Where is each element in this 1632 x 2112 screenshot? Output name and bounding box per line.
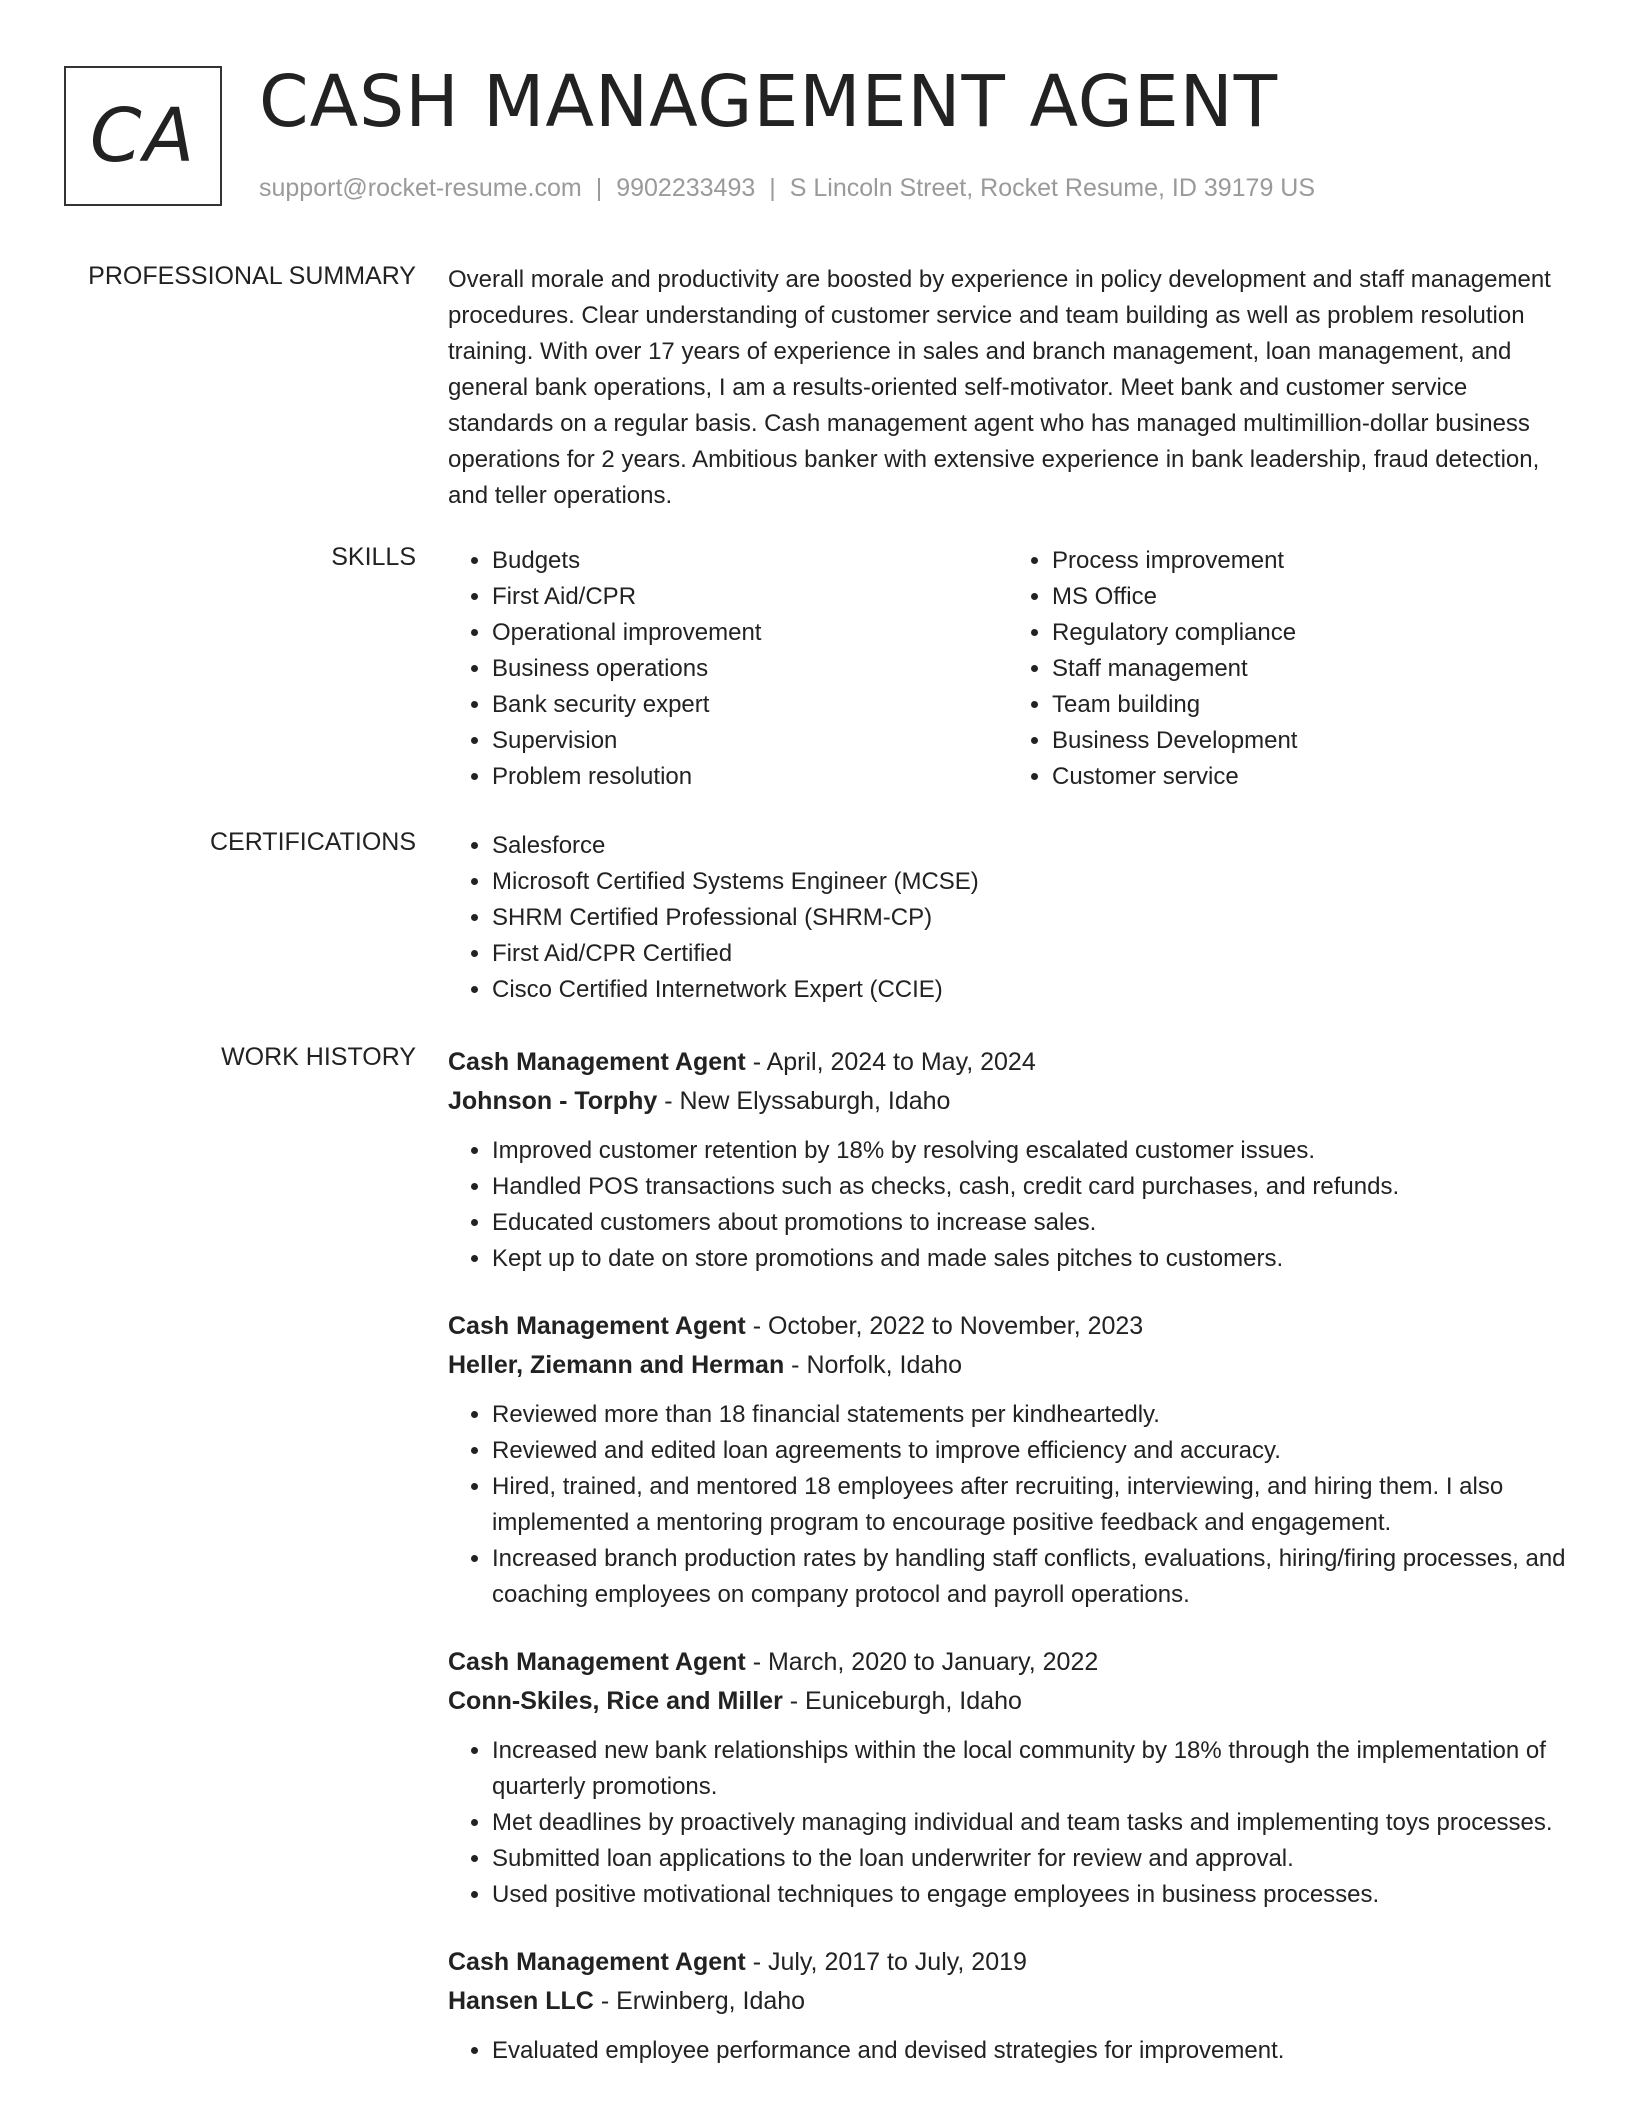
job-role: Cash Management Agent [448, 1048, 746, 1076]
contact-separator: | [769, 174, 776, 202]
job-entry [448, 1943, 1568, 2069]
job-bullet: • Improved customer retention by 18% by resolving escalated customer issues. [492, 1133, 1568, 1169]
job-dates: - April, 2024 to May, 2024 [752, 1048, 1036, 1076]
job-bullet: • Educated customers about promotions to increase sales. [492, 1205, 1568, 1241]
skill-item: • Problem resolution [492, 759, 1008, 795]
certification-item: • SHRM Certified Professional (SHRM-CP) [492, 900, 1568, 936]
skill-item: • Business Development [1052, 723, 1568, 759]
job-bullets [448, 1733, 1568, 1913]
job-dates: - March, 2020 to January, 2022 [752, 1648, 1099, 1676]
job-bullet: • Kept up to date on store promotions and made sales pitches to customers. [492, 1241, 1568, 1277]
job-location: - Euniceburgh, Idaho [789, 1687, 1022, 1715]
skill-item: • Team building [1052, 687, 1568, 723]
certification-item: • First Aid/CPR Certified [492, 936, 1568, 972]
skill-item: • First Aid/CPR [492, 579, 1008, 615]
summary-text: Overall morale and productivity are boosted by experience in policy development and staff management procedures. Clear understanding of customer service and team building as well as problem resolution training. With over 17 years of experience in sales and branch management, loan management, and general bank operations, I am a results-oriented self-motivator. Meet bank and customer service standards on a regular basis. Cash management agent who has managed multimillion-dollar business operations for 2 years. Ambitious banker with extensive experience in bank leadership, fraud detection, and teller operations. [448, 266, 1551, 509]
job-bullet: • Hired, trained, and mentored 18 employees after recruiting, interviewing, and hiring them. I also implemented a mentoring program to encourage positive feedback and engagement. [492, 1469, 1568, 1541]
skill-item: • Business operations [492, 651, 1008, 687]
job-location: - New Elyssaburgh, Idaho [664, 1087, 951, 1115]
skills-list-left [448, 543, 1008, 795]
job-company: Hansen LLC [448, 1987, 594, 2015]
job-location: - Norfolk, Idaho [791, 1351, 963, 1379]
skills-list-right [1008, 543, 1568, 795]
job-role: Cash Management Agent [448, 1648, 746, 1676]
contact-separator: | [595, 174, 603, 202]
job-company: Conn-Skiles, Rice and Miller [448, 1687, 783, 1715]
skill-item: • Regulatory compliance [1052, 615, 1568, 651]
job-bullet: • Reviewed and edited loan agreements to improve efficiency and accuracy. [492, 1433, 1568, 1469]
contact-line [259, 174, 1315, 203]
contact-address: S Lincoln Street, Rocket Resume, ID 39179 US [789, 174, 1316, 202]
job-company: Johnson - Torphy [448, 1087, 658, 1115]
job-entry [448, 1643, 1568, 1913]
job-bullet: • Increased branch production rates by handling staff conflicts, evaluations, hiring/firing processes, and coaching employees on company protocol and payroll operations. [492, 1541, 1568, 1613]
job-bullet: • Handled POS transactions such as checks, cash, credit card purchases, and refunds. [492, 1169, 1568, 1205]
job-dates: - July, 2017 to July, 2019 [752, 1948, 1027, 1976]
contact-phone: 9902233493 [616, 174, 756, 202]
resume-header [64, 60, 1584, 216]
skill-item: • Supervision [492, 723, 1008, 759]
contact-email: support@rocket-resume.com [259, 174, 582, 202]
monogram-badge: CA [64, 66, 222, 206]
skill-item: • Process improvement [1052, 543, 1568, 579]
job-bullet: • Evaluated employee performance and devised strategies for improvement. [492, 2033, 1568, 2069]
skill-item: • Staff management [1052, 651, 1568, 687]
job-bullets [448, 1397, 1568, 1613]
certifications-list [448, 828, 1568, 1008]
section-title-summary: PROFESSIONAL SUMMARY [88, 262, 416, 290]
job-role: Cash Management Agent [448, 1312, 746, 1340]
certification-item: • Microsoft Certified Systems Engineer (MCSE) [492, 864, 1568, 900]
job-bullet: • Submitted loan applications to the loan underwriter for review and approval. [492, 1841, 1568, 1877]
skill-item: • Operational improvement [492, 615, 1008, 651]
certification-item: • Salesforce [492, 828, 1568, 864]
job-role: Cash Management Agent [448, 1948, 746, 1976]
skill-item: • Customer service [1052, 759, 1568, 795]
skill-item: • Budgets [492, 543, 1008, 579]
section-title-certifications: CERTIFICATIONS [209, 828, 416, 856]
section-title-skills: SKILLS [331, 543, 416, 571]
certification-item: • Cisco Certified Internetwork Expert (CCIE) [492, 972, 1568, 1008]
job-company: Heller, Ziemann and Herman [448, 1351, 785, 1379]
job-bullet: • Used positive motivational techniques to engage employees in business processes. [492, 1877, 1568, 1913]
job-location: - Erwinberg, Idaho [600, 1987, 806, 2015]
skill-item: • Bank security expert [492, 687, 1008, 723]
skill-item: • MS Office [1052, 579, 1568, 615]
job-entry [448, 1307, 1568, 1613]
job-entry [448, 1043, 1568, 1277]
resume-title: CASH MANAGEMENT AGENT [259, 60, 1279, 143]
job-bullet: • Met deadlines by proactively managing individual and team tasks and implementing toys processes. [492, 1805, 1568, 1841]
job-bullet: • Reviewed more than 18 financial statements per kindheartedly. [492, 1397, 1568, 1433]
job-dates: - October, 2022 to November, 2023 [752, 1312, 1144, 1340]
job-bullets [448, 1133, 1568, 1277]
job-bullets [448, 2033, 1568, 2069]
section-title-work-history: WORK HISTORY [221, 1043, 416, 1071]
job-bullet: • Increased new bank relationships within the local community by 18% through the implementation of quarterly promotions. [492, 1733, 1568, 1805]
